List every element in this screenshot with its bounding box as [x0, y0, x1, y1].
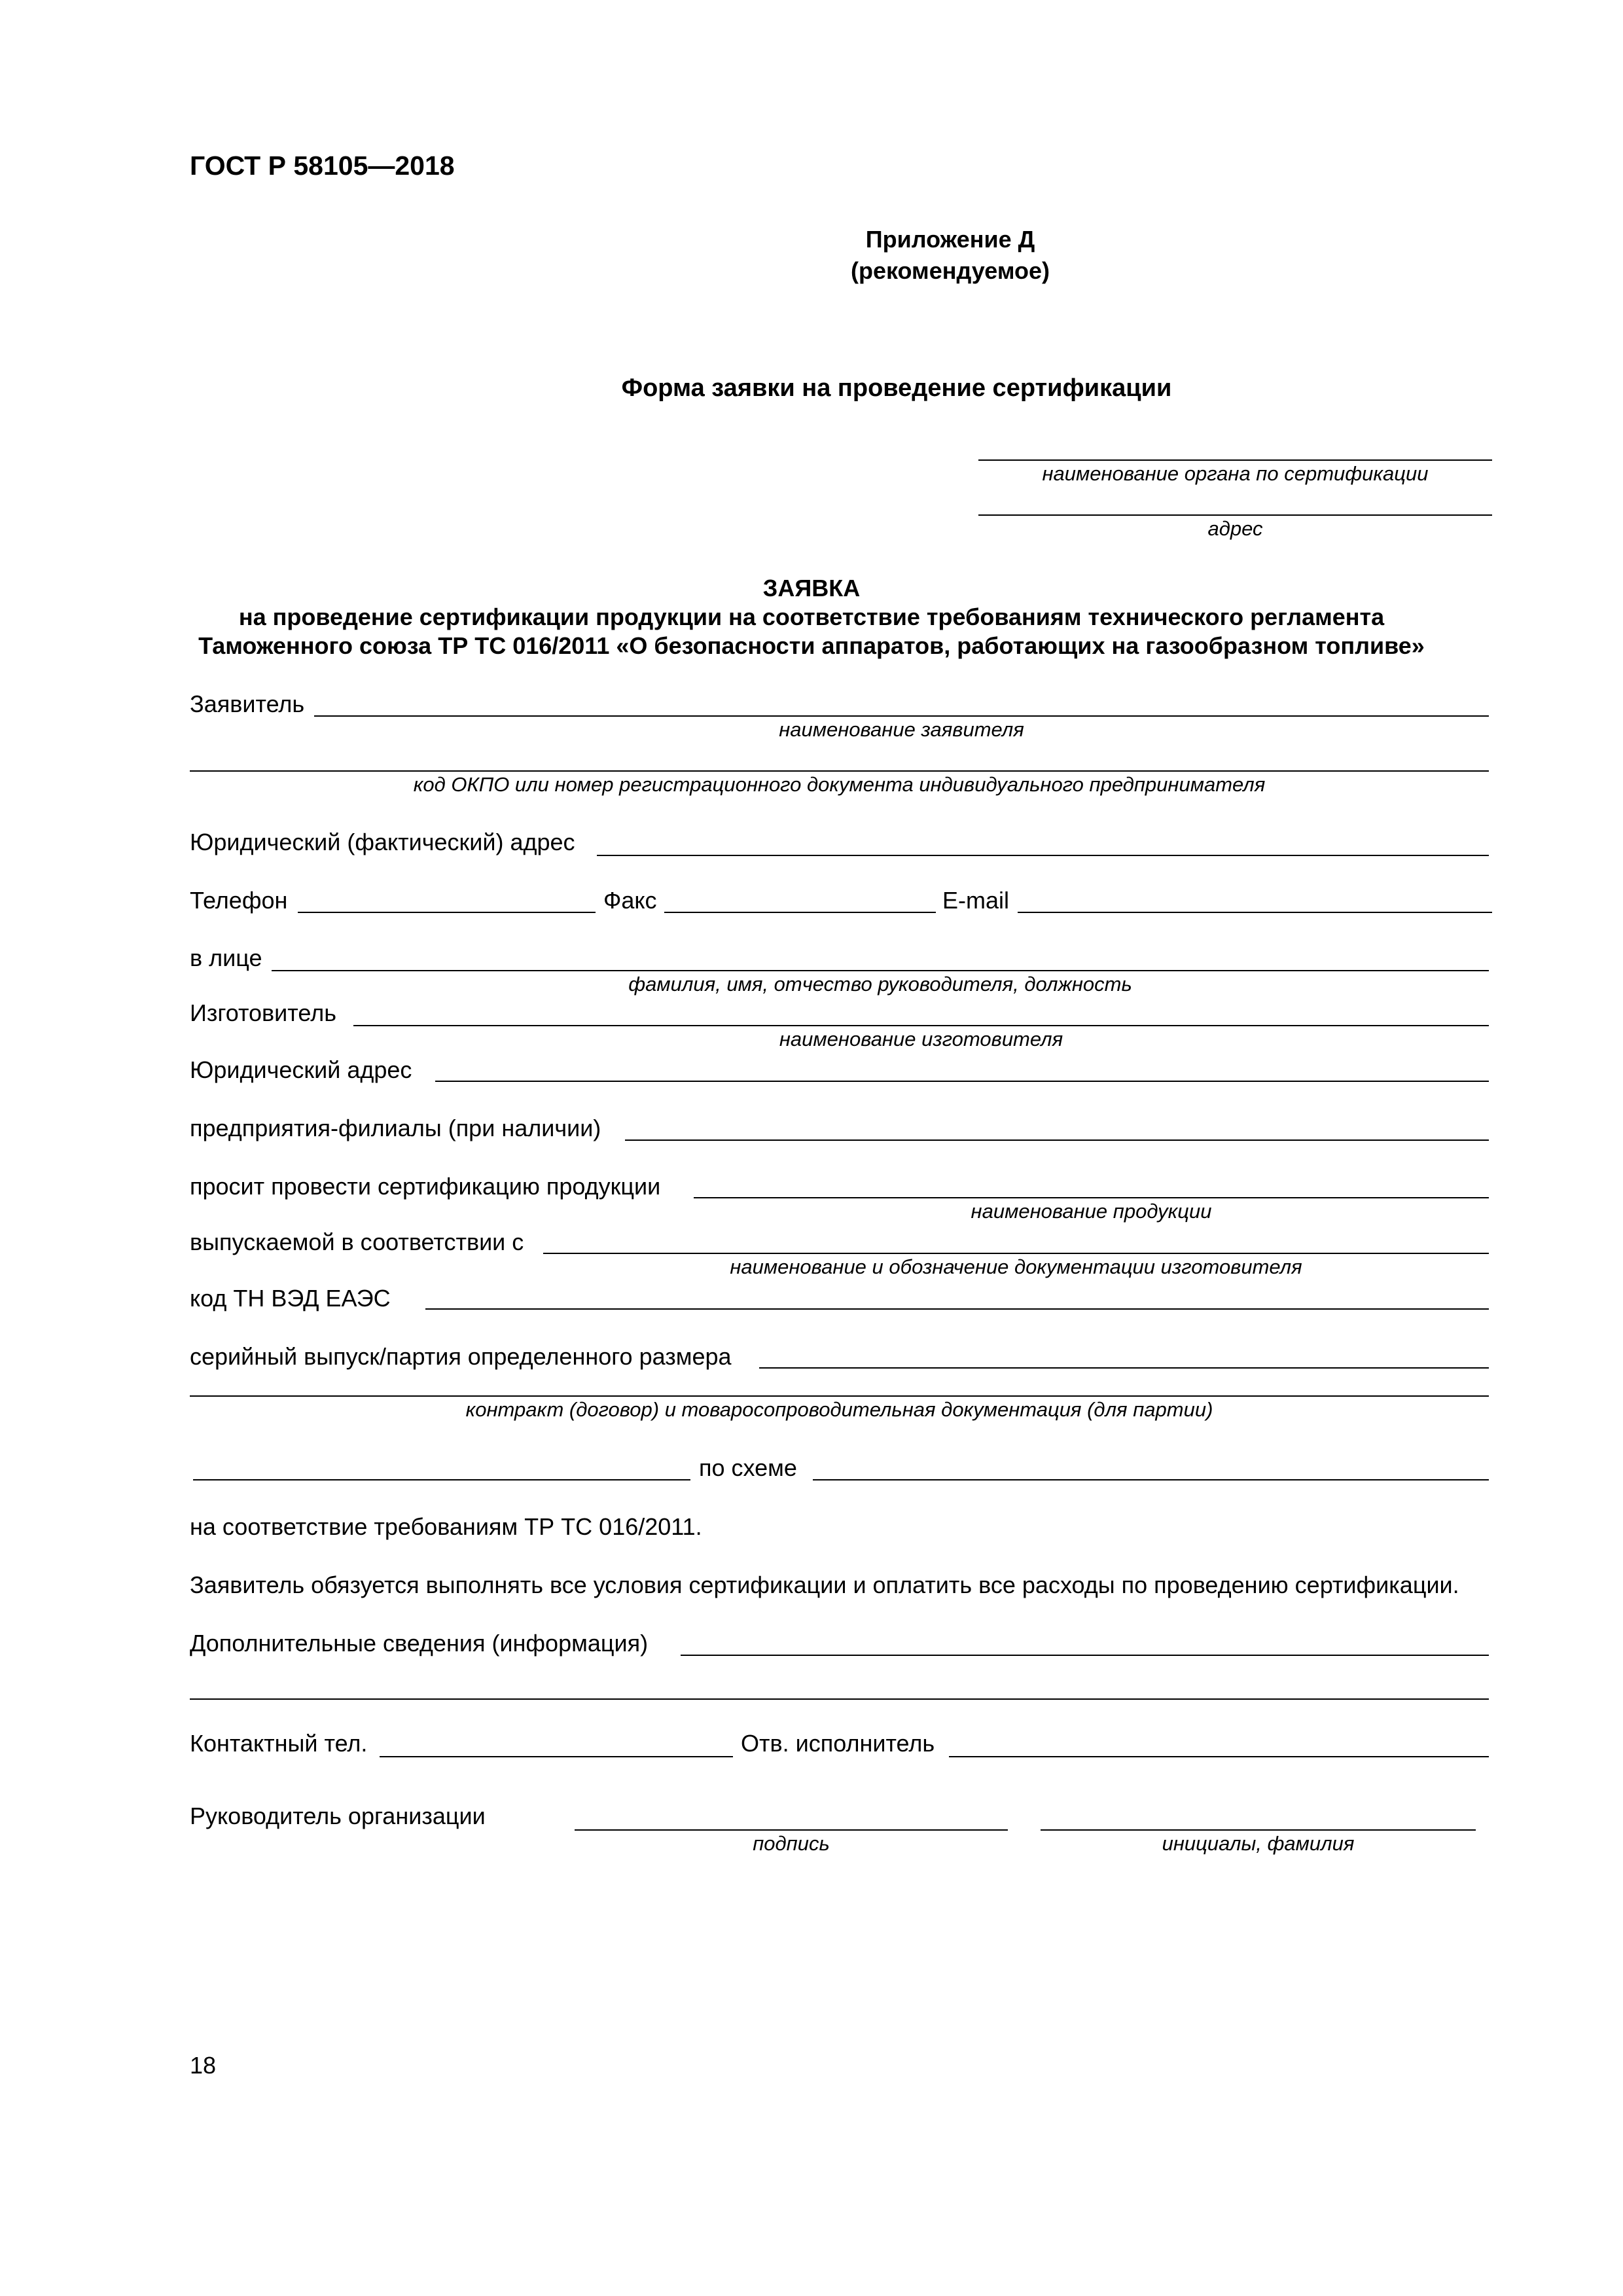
form-title: Форма заявки на проведение сертификации [621, 374, 1172, 402]
additional-info-field[interactable] [681, 1655, 1489, 1656]
legal-address-field[interactable] [597, 855, 1489, 856]
applicant-hint: наименование заявителя [779, 718, 1024, 741]
contract-hint: контракт (договор) и товаросопроводительная документация (для партии) [465, 1398, 1213, 1421]
certification-body-hint: наименование органа по сертификации [1042, 462, 1429, 485]
scheme-field[interactable] [813, 1479, 1489, 1480]
tnved-field[interactable] [425, 1308, 1489, 1310]
contact-phone-field[interactable] [380, 1756, 733, 1757]
phone-field[interactable] [298, 912, 596, 913]
represented-by-label: в лице [190, 944, 262, 971]
okpo-hint: код ОКПО или номер регистрационного документа индивидуального предпринимателя [413, 773, 1266, 796]
compliance-text: на соответствие требованиям ТР ТС 016/2011. [190, 1513, 702, 1540]
contract-field[interactable] [190, 1395, 1489, 1397]
initials-hint: инициалы, фамилия [1162, 1832, 1355, 1855]
additional-info-field-2[interactable] [190, 1698, 1489, 1700]
branches-field[interactable] [625, 1139, 1489, 1141]
represented-by-field[interactable] [272, 970, 1489, 971]
head-label: Руководитель организации [190, 1803, 486, 1829]
email-label: E-mail [942, 887, 1010, 914]
email-field[interactable] [1018, 912, 1492, 913]
scheme-label: по схеме [699, 1454, 797, 1481]
annex-status: (рекомендуемое) [851, 257, 1050, 284]
certification-type-field[interactable] [193, 1479, 690, 1480]
manufacturer-hint: наименование изготовителя [779, 1028, 1063, 1050]
obligation-text: Заявитель обязуется выполнять все условия сертификации и оплатить все расходы по проведению сертификации. [190, 1571, 1459, 1598]
batch-field[interactable] [759, 1367, 1489, 1369]
manufacturer-address-field[interactable] [435, 1081, 1489, 1082]
product-hint: наименование продукции [971, 1200, 1212, 1223]
manufacturer-address-label: Юридический адрес [190, 1056, 412, 1083]
tnved-label: код ТН ВЭД ЕАЭС [190, 1285, 391, 1312]
applicant-field[interactable] [314, 715, 1489, 717]
signature-field[interactable] [575, 1829, 1008, 1831]
product-label: просит провести сертификацию продукции [190, 1173, 661, 1200]
legal-address-label: Юридический (фактический) адрес [190, 829, 575, 855]
certification-body-field[interactable] [978, 459, 1492, 461]
document-code: ГОСТ Р 58105—2018 [190, 151, 455, 181]
executor-field[interactable] [949, 1756, 1489, 1757]
annex-title: Приложение Д [865, 226, 1035, 253]
manufacturer-label: Изготовитель [190, 999, 336, 1026]
contact-phone-label: Контактный тел. [190, 1730, 368, 1757]
executor-label: Отв. исполнитель [741, 1730, 935, 1757]
page-number: 18 [190, 2052, 217, 2079]
represented-by-hint: фамилия, имя, отчество руководителя, должность [628, 973, 1132, 996]
product-field[interactable] [694, 1197, 1489, 1198]
produced-hint: наименование и обозначение документации изготовителя [730, 1255, 1302, 1278]
batch-label: серийный выпуск/партия определенного размера [190, 1343, 732, 1370]
applicant-label: Заявитель [190, 691, 305, 717]
address-hint: адрес [1207, 517, 1263, 540]
produced-label: выпускаемой в соответствии с [190, 1229, 524, 1255]
manufacturer-field[interactable] [353, 1025, 1489, 1026]
phone-label: Телефон [190, 887, 288, 914]
okpo-field[interactable] [190, 770, 1489, 772]
address-field[interactable] [978, 514, 1492, 516]
initials-field[interactable] [1041, 1829, 1476, 1831]
application-subtitle-line1: на проведение сертификации продукции на соответствие требованиям технического регламента [238, 603, 1385, 630]
additional-info-label: Дополнительные сведения (информация) [190, 1630, 649, 1657]
branches-label: предприятия-филиалы (при наличии) [190, 1115, 601, 1141]
application-title: ЗАЯВКА [762, 575, 861, 601]
fax-label: Факс [603, 887, 657, 914]
fax-field[interactable] [664, 912, 936, 913]
produced-field[interactable] [543, 1253, 1489, 1254]
application-subtitle-line2: Таможенного союза ТР ТС 016/2011 «О безопасности аппаратов, работающих на газообразном топливе» [198, 632, 1425, 659]
signature-hint: подпись [753, 1832, 830, 1855]
